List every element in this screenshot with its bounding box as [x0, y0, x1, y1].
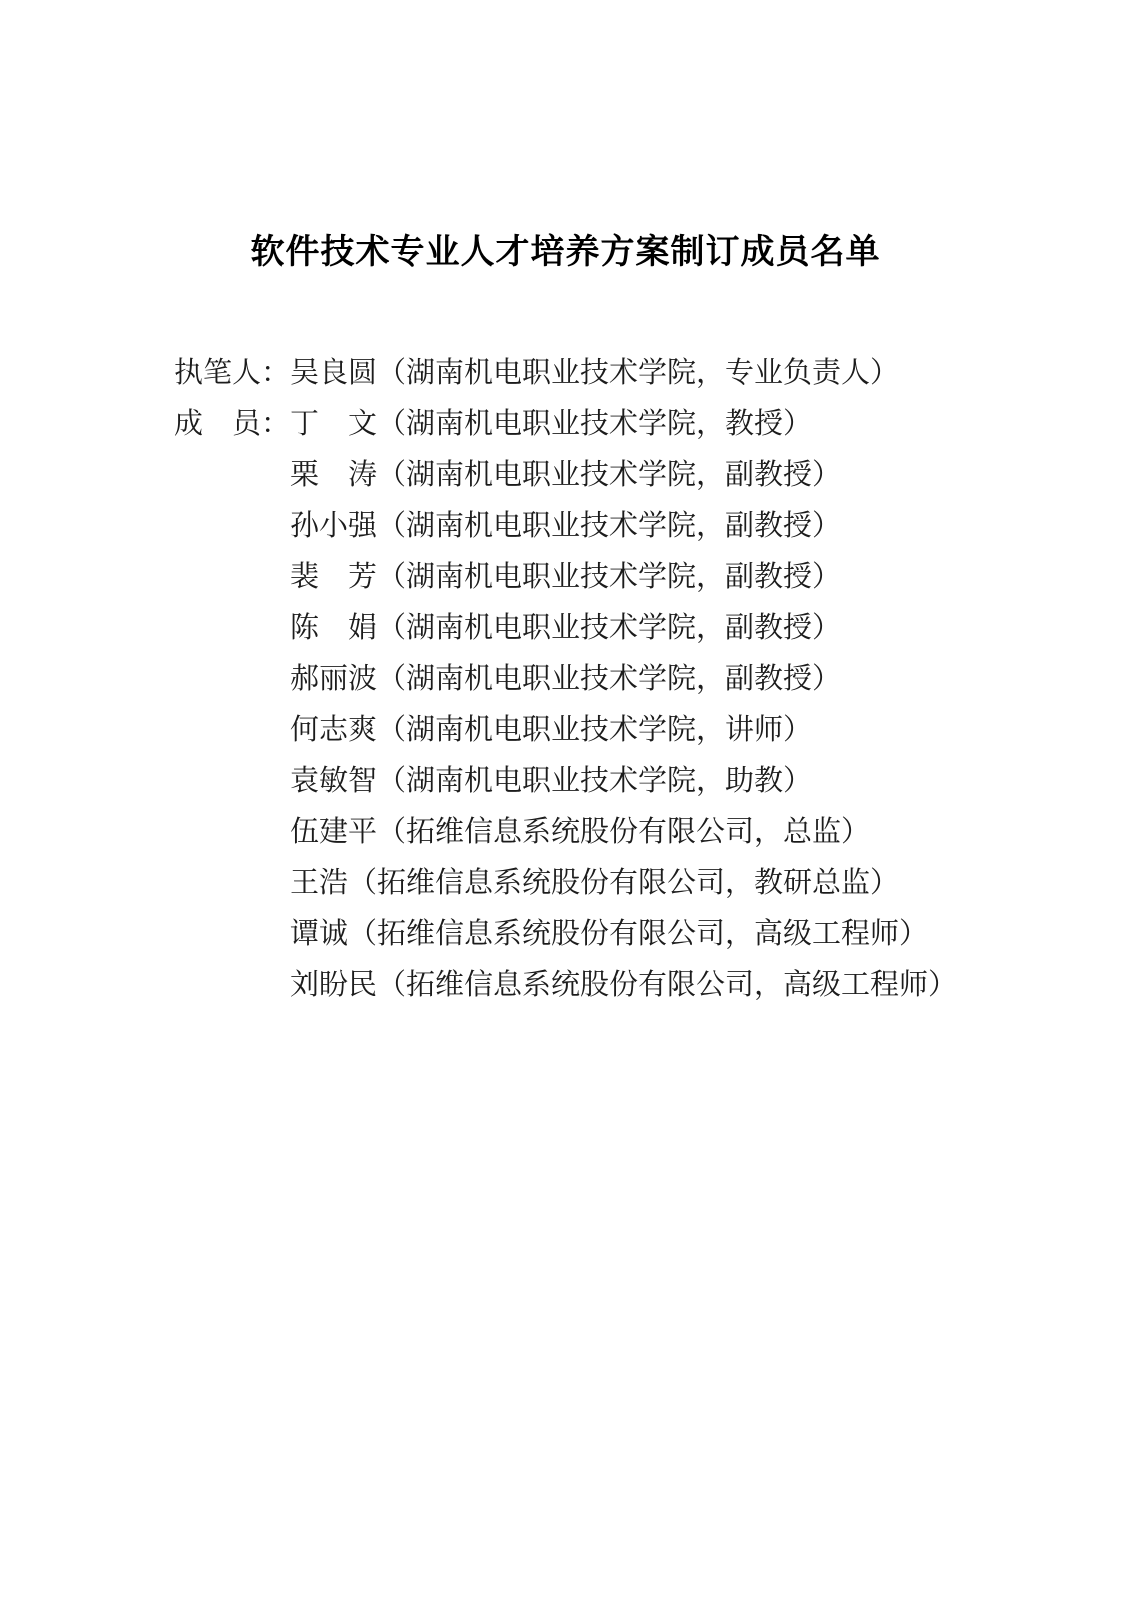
member-line [174, 807, 957, 858]
member-affiliation: （湖南机电职业技术学院，副教授） [377, 612, 842, 644]
member-role-label [174, 501, 290, 552]
member-line [174, 960, 957, 1011]
member-role-label [174, 552, 290, 603]
member-role-label [174, 603, 290, 654]
member-line [174, 603, 957, 654]
member-line [174, 450, 957, 501]
member-name: 袁敏智 [290, 765, 378, 797]
member-name: 丁 文 [290, 408, 378, 440]
member-name: 孙小强 [290, 510, 378, 542]
member-role-label [174, 807, 290, 858]
member-affiliation: （湖南机电职业技术学院，教授） [377, 408, 813, 440]
member-line [174, 705, 957, 756]
member-name: 何志爽 [290, 714, 378, 746]
member-role-label [174, 909, 290, 960]
member-role-label [174, 756, 290, 807]
member-affiliation: （拓维信息系统股份有限公司，教研总监） [348, 867, 900, 899]
member-role-label [174, 858, 290, 909]
member-list [174, 348, 957, 1011]
member-line [174, 501, 957, 552]
member-line [174, 552, 957, 603]
member-line [174, 654, 957, 705]
member-line [174, 858, 957, 909]
member-affiliation: （湖南机电职业技术学院，副教授） [377, 510, 842, 542]
member-role-label: 成 员： [174, 408, 291, 440]
member-name: 裴 芳 [290, 561, 378, 593]
member-affiliation: （湖南机电职业技术学院，副教授） [377, 561, 842, 593]
member-affiliation: （湖南机电职业技术学院，副教授） [377, 459, 842, 491]
member-line [174, 909, 957, 960]
member-name: 王浩 [290, 867, 349, 899]
document-title: 软件技术专业人才培养方案制订成员名单 [250, 233, 881, 271]
member-role-label [174, 960, 290, 1011]
member-line [174, 348, 957, 399]
member-affiliation: （湖南机电职业技术学院，讲师） [377, 714, 813, 746]
member-name: 陈 娟 [290, 612, 378, 644]
member-name: 伍建平 [290, 816, 378, 848]
member-line [174, 756, 957, 807]
member-line [174, 399, 957, 450]
member-name: 郝丽波 [290, 663, 378, 695]
member-affiliation: （湖南机电职业技术学院，副教授） [377, 663, 842, 695]
member-name: 谭诚 [290, 918, 349, 950]
member-role-label [174, 705, 290, 756]
member-affiliation: （湖南机电职业技术学院，助教） [377, 765, 813, 797]
member-affiliation: （拓维信息系统股份有限公司，高级工程师） [377, 969, 958, 1001]
member-affiliation: （湖南机电职业技术学院，专业负责人） [377, 357, 900, 389]
member-name: 栗 涛 [290, 459, 378, 491]
member-role-label: 执笔人： [174, 357, 291, 389]
member-role-label [174, 654, 290, 705]
member-affiliation: （拓维信息系统股份有限公司，总监） [377, 816, 871, 848]
member-name: 吴良圆 [290, 357, 378, 389]
member-name: 刘盼民 [290, 969, 378, 1001]
member-role-label [174, 450, 290, 501]
member-affiliation: （拓维信息系统股份有限公司，高级工程师） [348, 918, 929, 950]
